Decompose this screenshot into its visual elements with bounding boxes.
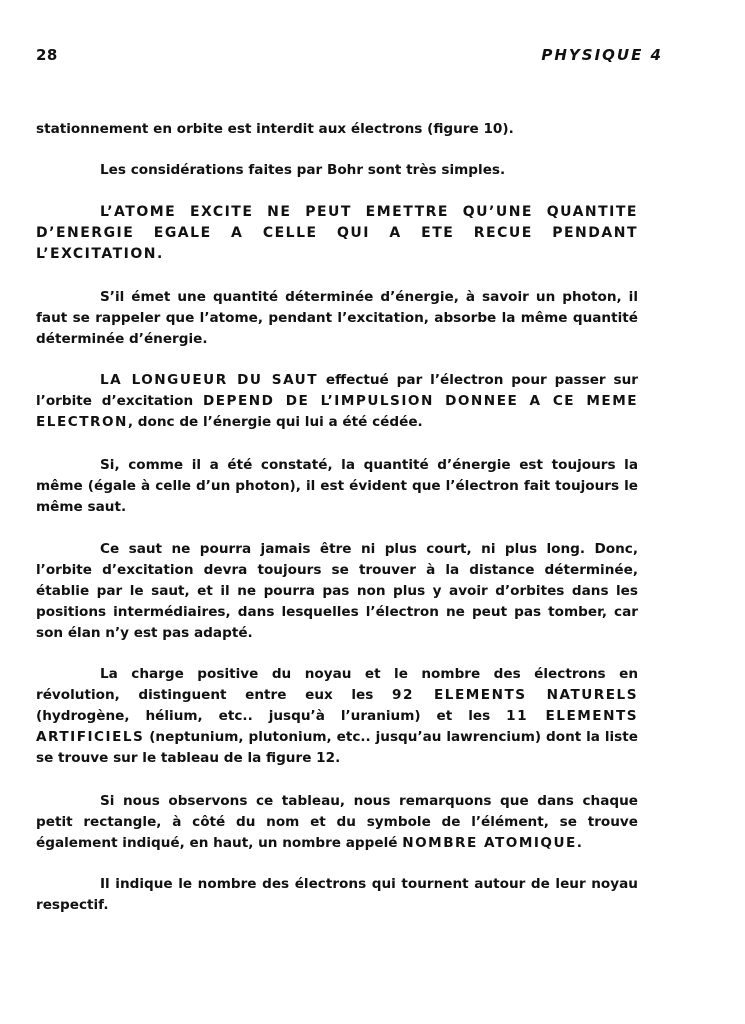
paragraph-text	[36, 370, 638, 433]
paragraph-text: L’ATOME EXCITE NE PEUT EMETTRE QU’UNE QUANTITE D’ENERGIE EGALE A CELLE QUI A ETE RECUE PENDANT L’EXCITATION.	[36, 204, 638, 262]
emphasis-text: DEPEND DE L’IMPULSION DONNEE A CE MEME ELECTRON	[36, 393, 639, 430]
paragraph-4	[36, 287, 638, 350]
paragraph-1	[36, 119, 638, 140]
paragraph-9	[36, 791, 638, 854]
paragraph-7	[36, 539, 638, 644]
paragraph-3-emphasis	[36, 202, 638, 265]
paragraph-2	[36, 160, 638, 181]
paragraph-text: Les considérations faites par Bohr sont très simples.	[100, 162, 506, 178]
emphasis-text: LA LONGUEUR DU SAUT	[100, 372, 318, 388]
emphasis-text: 11 ELEMENTS ARTIFICIELS	[36, 708, 639, 745]
paragraph-text: Il indique le nombre des électrons qui tournent autour de leur noyau respectif.	[36, 876, 638, 913]
paragraph-text: Ce saut ne pourra jamais être ni plus court, ni plus long. Donc, l’orbite d’excitation devra toujours se trouver à la distance déterminée, établie par le saut, et il ne pourra pas non plus y avoir d’orbites dans les positions intermédiaires, dans lesquelles l’électron ne peut pas tomber, car son élan n’y est pas adapté.	[36, 541, 638, 641]
paragraph-text: Si, comme il a été constaté, la quantité d’énergie est toujours la même (égale à celle d’un photon), il est évident que l’électron fait toujours le même saut.	[36, 457, 638, 515]
paragraph-text: stationnement en orbite est interdit aux électrons (figure 10).	[36, 121, 514, 137]
paragraph-8	[36, 664, 638, 769]
paragraph-5	[36, 370, 638, 433]
paragraph-10	[36, 874, 638, 916]
body-text: (neptunium, plutonium, etc.. jusqu’au lawrencium) dont la liste se trouve sur le tableau de la figure 12.	[36, 729, 638, 766]
paragraph-text	[36, 664, 638, 769]
page-header	[36, 46, 663, 70]
paragraph-text	[36, 791, 638, 854]
emphasis-text: 92 ELEMENTS NATURELS	[391, 687, 638, 703]
paragraph-6	[36, 455, 638, 518]
paragraph-text: S’il émet une quantité déterminée d’énergie, à savoir un photon, il faut se rappeler que l’atome, pendant l’excitation, absorbe la même quantité déterminée d’énergie.	[36, 289, 638, 347]
body-text: (hydrogène, hélium, etc.. jusqu’à l’uranium) et les	[36, 708, 507, 724]
body-text: La charge positive du noyau et le nombre des électrons en révolution, distinguent entre eux les	[36, 666, 638, 703]
body-text: , donc de l’énergie qui lui a été cédée.	[127, 414, 423, 430]
running-title: PHYSIQUE 4	[541, 46, 663, 64]
emphasis-text: NOMBRE ATOMIQUE.	[402, 835, 584, 851]
body-text: effectué par l’électron pour passer sur l’orbite d’excitation	[36, 372, 638, 409]
page-number: 28	[36, 46, 58, 64]
body-text: Si nous observons ce tableau, nous remarquons que dans chaque petit rectangle, à côté du nom et du symbole de l’élément, se trouve également indiqué, en haut, un nombre appelé	[36, 793, 638, 851]
